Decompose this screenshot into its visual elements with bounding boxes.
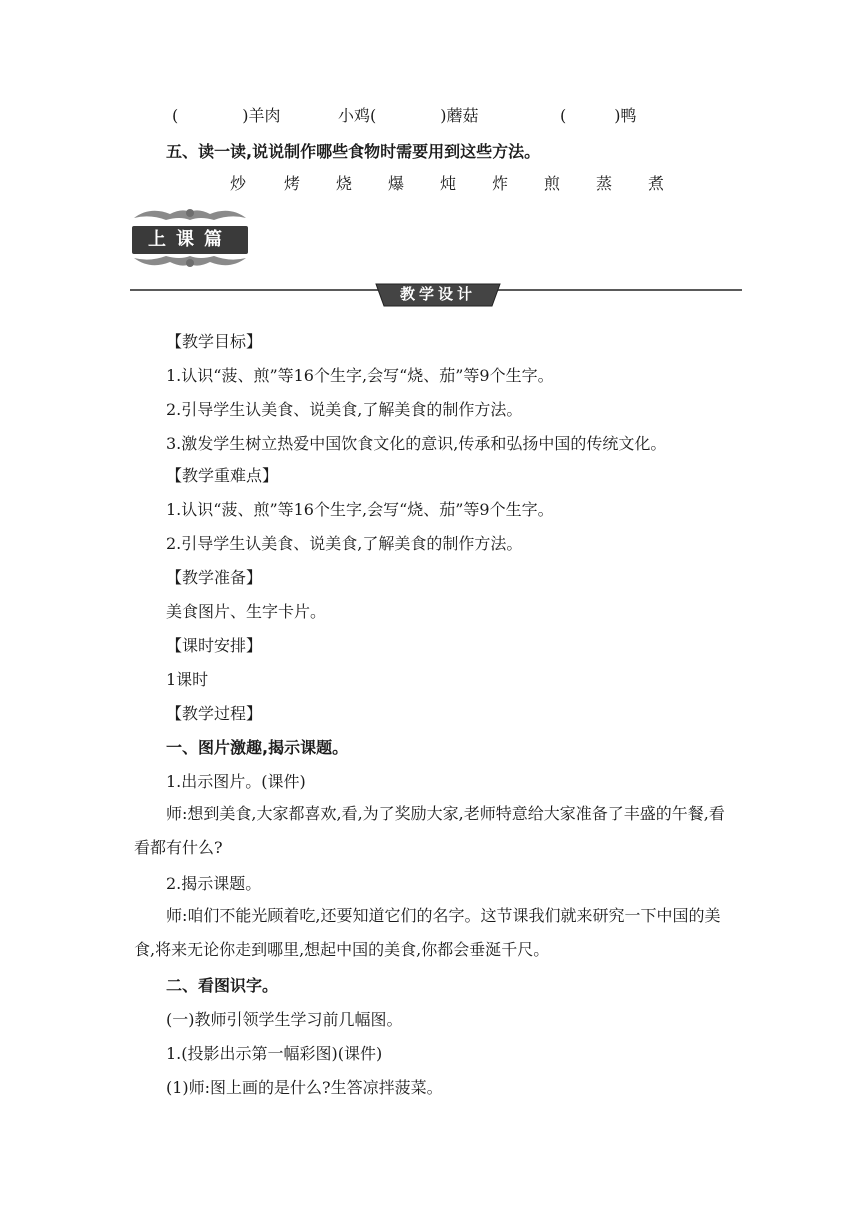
process-step: 1.出示图片。(课件)	[166, 772, 306, 791]
goal-item: 1.认识“菠、煎”等16个生字,会写“烧、茄”等9个生字。	[166, 366, 554, 385]
process-question: (1)师:图上画的是什么?生答凉拌菠菜。	[166, 1078, 443, 1097]
section-5-title: 五、读一读,说说制作哪些食物时需要用到这些方法。	[166, 142, 541, 161]
schedule-heading: 【课时安排】	[166, 636, 263, 655]
goal-item: 3.激发学生树立热爱中国饮食文化的意识,传承和弘扬中国的传统文化。	[166, 434, 667, 453]
banner-title: 上课篇	[132, 226, 248, 254]
method-item: 炒	[230, 174, 247, 193]
design-tag-label: 教学设计	[399, 285, 476, 303]
method-item: 烧	[336, 174, 353, 193]
fill-item-chicken-mushroom: 小鸡( )蘑菇	[338, 106, 479, 125]
key-points-heading: 【教学重难点】	[166, 466, 279, 485]
process-step: 2.揭示课题。	[166, 874, 262, 893]
process-part1-title: 一、图片激趣,揭示课题。	[166, 738, 349, 757]
process-part2-title: 二、看图识字。	[166, 976, 279, 995]
key-point-item: 1.认识“菠、煎”等16个生字,会写“烧、茄”等9个生字。	[166, 500, 554, 519]
method-item: 炸	[492, 174, 509, 193]
process-step: 1.(投影出示第一幅彩图)(课件)	[166, 1044, 383, 1063]
preparation-heading: 【教学准备】	[166, 568, 263, 587]
method-item: 煎	[544, 174, 561, 193]
process-sub-heading: (一)教师引领学生学习前几幅图。	[166, 1010, 403, 1029]
schedule-text: 1课时	[166, 670, 209, 689]
teacher-paragraph: 师:想到美食,大家都喜欢,看,为了奖励大家,老师特意给大家准备了丰盛的午餐,看看都有什么?	[134, 804, 725, 857]
goal-item: 2.引导学生认美食、说美食,了解美食的制作方法。	[166, 400, 523, 419]
teacher-paragraph: 师:咱们不能光顾着吃,还要知道它们的名字。这节课我们就来研究一下中国的美食,将来无论你走到哪里,想起中国的美食,你都会垂涎千尺。	[134, 906, 721, 959]
method-item: 烤	[284, 174, 301, 193]
method-item: 爆	[388, 174, 405, 193]
fill-item-duck: ( )鸭	[560, 106, 637, 125]
method-item: 蒸	[596, 174, 613, 193]
process-heading: 【教学过程】	[166, 704, 263, 723]
method-item: 炖	[440, 174, 457, 193]
preparation-text: 美食图片、生字卡片。	[166, 602, 327, 621]
method-item: 煮	[648, 174, 665, 193]
goals-heading: 【教学目标】	[166, 332, 263, 351]
key-point-item: 2.引导学生认美食、说美食,了解美食的制作方法。	[166, 534, 523, 553]
fill-item-lamb: ( )羊肉	[172, 106, 281, 125]
